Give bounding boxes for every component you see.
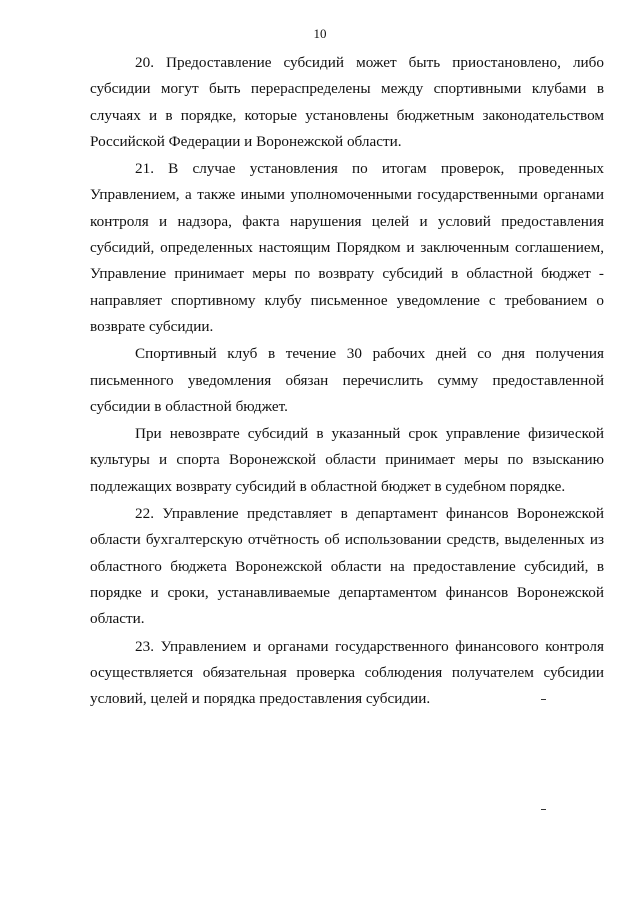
document-body (90, 50, 604, 712)
scan-artifact-mark (541, 699, 546, 700)
paragraph-23: 23. Управлением и органами государственного финансового контроля осуществляется обязательная проверка соблюдения получателем субсидии условий, целей и порядка предоставления субсидии. (90, 637, 604, 708)
scan-artifact-mark (541, 809, 546, 810)
paragraph-21: 21. В случае установления по итогам проверок, проведенных Управлением, а также иными уполномоченными государственными органами контроля и надзора, факта нарушения целей и условий предоставления субсидий, определенных настоящим Порядком и заключенным соглашением, Управление принимает меры по возврату субсидий в областной бюджет - направляет спортивному клубу письменное уведомление с требованием о возврате субсидии. (90, 160, 604, 335)
paragraph-20: 20. Предоставление субсидий может быть приостановлено, либо субсидии могут быть перераспределены между спортивными клубами в случаях и в порядке, которые установлены бюджетным законодательством Российской Федерации и Воронежской области. (90, 54, 604, 150)
paragraph-21-court-recovery: При невозврате субсидий в указанный срок управление физической культуры и спорта Воронежской области принимает меры по взысканию подлежащих возврату субсидий в областной бюджет в судебном порядке. (90, 425, 604, 495)
paragraph-21-club-obligation: Спортивный клуб в течение 30 рабочих дней со дня получения письменного уведомления обязан перечислить сумму предоставленной субсидии в областной бюджет. (90, 345, 604, 415)
page-number: 10 (313, 26, 327, 41)
paragraph-22: 22. Управление представляет в департамент финансов Воронежской области бухгалтерскую отчётность об использовании средств, выделенных из областного бюджета Воронежской области на предоставление субсидий, в порядке и сроки, устанавливаемые департаментом финансов Воронежской области. (90, 505, 604, 628)
